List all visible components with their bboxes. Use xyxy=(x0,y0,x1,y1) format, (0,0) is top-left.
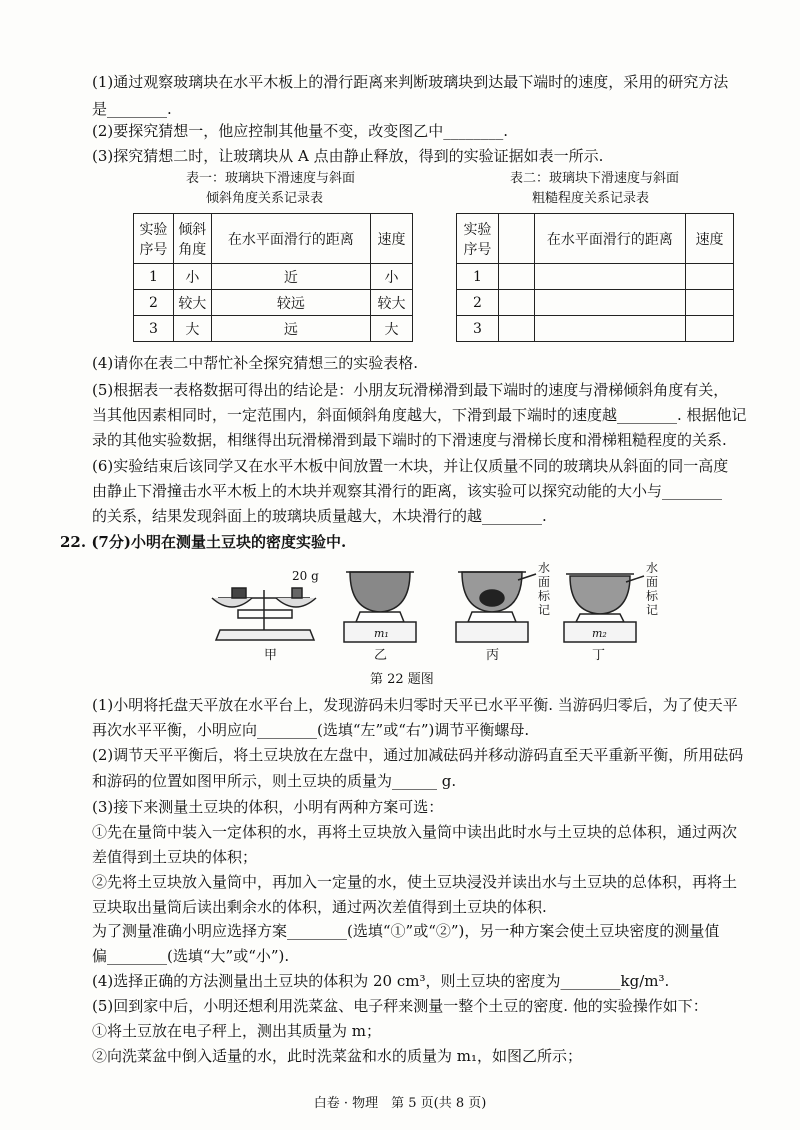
text-line: 豆块取出量筒后读出剩余水的体积，通过两次差值得到土豆块的体积. xyxy=(92,898,547,916)
table1-header: 实验 序号 xyxy=(134,214,174,264)
table1-title: 倾斜角度关系记录表 xyxy=(206,191,324,206)
text-line: 由静止下滑撞击水平木板上的木块并观察其滑行的距离，该实验可以探究动能的大小与________ xyxy=(92,482,723,500)
figure-caption: 第 22 题图 xyxy=(370,672,434,687)
table2 xyxy=(456,213,734,342)
text-line: 的关系，结果发现斜面上的玻璃块质量越大，木块滑行的越________. xyxy=(92,507,547,525)
table1-title: 表一：玻璃块下滑速度与斜面 xyxy=(186,171,356,186)
svg-text:记: 记 xyxy=(646,603,659,617)
table1-header: 倾斜 角度 xyxy=(173,214,211,264)
figure-label-yi: 乙 xyxy=(374,648,388,663)
svg-text:记: 记 xyxy=(538,603,551,617)
svg-text:标: 标 xyxy=(538,589,551,603)
text-line: ②先将土豆块放入量筒中，再加入一定量的水，使土豆块浸没并读出水与土豆块的总体积，再将土 xyxy=(92,873,738,891)
text-line: 和游码的位置如图甲所示，则土豆块的质量为______ g. xyxy=(92,772,457,790)
text-line: 录的其他实验数据，相继得出玩滑梯滑到最下端时的下滑速度与滑梯长度和滑梯粗糙程度的关系. xyxy=(92,431,727,449)
text-line: (1)小明将托盘天平放在水平台上，发现游码未归零时天平已水平平衡. 当游码归零后，为了使天平 xyxy=(92,696,738,714)
bowl-with-potato-icon xyxy=(456,572,536,642)
text-line: (6)实验结束后该同学又在水平木板中间放置一木块，并让仅质量不同的玻璃块从斜面的同一高度 xyxy=(92,457,729,475)
text-line: (2)调节天平平衡后，将土豆块放在左盘中，通过加减砝码并移动游码直至天平重新平衡，所用砝码 xyxy=(92,746,744,764)
text-line: (4)选择正确的方法测量出土豆块的体积为 20 cm³，则土豆块的密度为________kg/m³. xyxy=(92,972,670,990)
text-line: (3)探究猜想二时，让玻璃块从 A 点由静止释放，得到的实验证据如表一所示. xyxy=(92,147,604,165)
svg-text:水: 水 xyxy=(646,561,659,575)
table-row: 3 xyxy=(457,316,734,342)
svg-text:面: 面 xyxy=(538,575,551,589)
table1-header: 在水平面滑行的距离 xyxy=(211,214,370,264)
figure-label-ding: 丁 xyxy=(592,648,606,663)
balance-scale-icon xyxy=(212,588,316,640)
text-line: (5)回到家中后，小明还想利用洗菜盆、电子秤来测量一整个土豆的密度. 他的实验操作如下： xyxy=(92,997,708,1015)
text-line: ①先在量筒中装入一定体积的水，再将土豆块放入量筒中读出此时水与土豆块的总体积，通过两次 xyxy=(92,823,738,841)
weight-label: 20 g xyxy=(292,569,319,583)
svg-text:水: 水 xyxy=(538,561,551,575)
table1 xyxy=(133,213,413,342)
text-line: 是________. xyxy=(92,100,172,118)
svg-text:标: 标 xyxy=(646,589,659,603)
page-footer: 白卷 · 物理 第 5 页(共 8 页) xyxy=(313,1096,487,1111)
figure-label-bing: 丙 xyxy=(486,648,500,663)
table-row: 1 xyxy=(457,264,734,290)
table2-header: 在水平面滑行的距离 xyxy=(534,214,685,264)
text-line: 当其他因素相同时，一定范围内，斜面倾斜角度越大，下滑到最下端时的速度越________. 根据他记 xyxy=(92,406,747,424)
table2-title: 表二：玻璃块下滑速度与斜面 xyxy=(510,171,680,186)
m1-label: m₁ xyxy=(374,627,389,640)
table2-header: 速度 xyxy=(686,214,734,264)
table2-blank-cell xyxy=(498,214,534,264)
text-line: (2)要探究猜想一，他应控制其他量不变，改变图乙中________. xyxy=(92,122,509,140)
svg-text:面: 面 xyxy=(646,575,659,589)
water-mark-label-bing xyxy=(538,560,551,617)
text-line: 为了测量准确小明应选择方案________(选填“①”或“②”)，另一种方案会使土豆块密度的测量值 xyxy=(92,922,720,940)
table-row: 1 小 近 小 xyxy=(134,264,413,290)
text-line: 再次水平平衡，小明应向________(选填“左”或“右”)调节平衡螺母. xyxy=(92,721,530,739)
figure-label-jia: 甲 xyxy=(264,648,278,663)
text-line: 差值得到土豆块的体积； xyxy=(92,848,258,866)
table-row: 2 较大 较远 较大 xyxy=(134,290,413,316)
water-mark-label-ding xyxy=(646,560,659,617)
question-22-heading: 22. (7分)小明在测量土豆块的密度实验中. xyxy=(60,533,347,551)
table-row: 3 大 远 大 xyxy=(134,316,413,342)
text-line: ①将土豆放在电子秤上，测出其质量为 m； xyxy=(92,1022,381,1040)
table1-header: 速度 xyxy=(371,214,413,264)
table2-title: 粗糙程度关系记录表 xyxy=(532,191,650,206)
table-row: 2 xyxy=(457,290,734,316)
text-line: (3)接下来测量土豆块的体积，小明有两种方案可选： xyxy=(92,798,444,816)
table2-header: 实验 序号 xyxy=(457,214,499,264)
text-line: (1)通过观察玻璃块在水平木板上的滑行距离来判断玻璃块到达最下端时的速度，采用的研究方法 xyxy=(92,73,729,91)
text-line: (5)根据表一表格数据可得出的结论是：小朋友玩滑梯滑到最下端时的速度与滑梯倾斜角度有关， xyxy=(92,381,729,399)
m2-label: m₂ xyxy=(592,627,607,640)
text-line: 偏________(选填“大”或“小”). xyxy=(92,947,290,965)
text-line: (4)请你在表二中帮忙补全探究猜想三的实验表格. xyxy=(92,354,419,372)
text-line: ②向洗菜盆中倒入适量的水，此时洗菜盆和水的质量为 m₁，如图乙所示； xyxy=(92,1047,583,1065)
